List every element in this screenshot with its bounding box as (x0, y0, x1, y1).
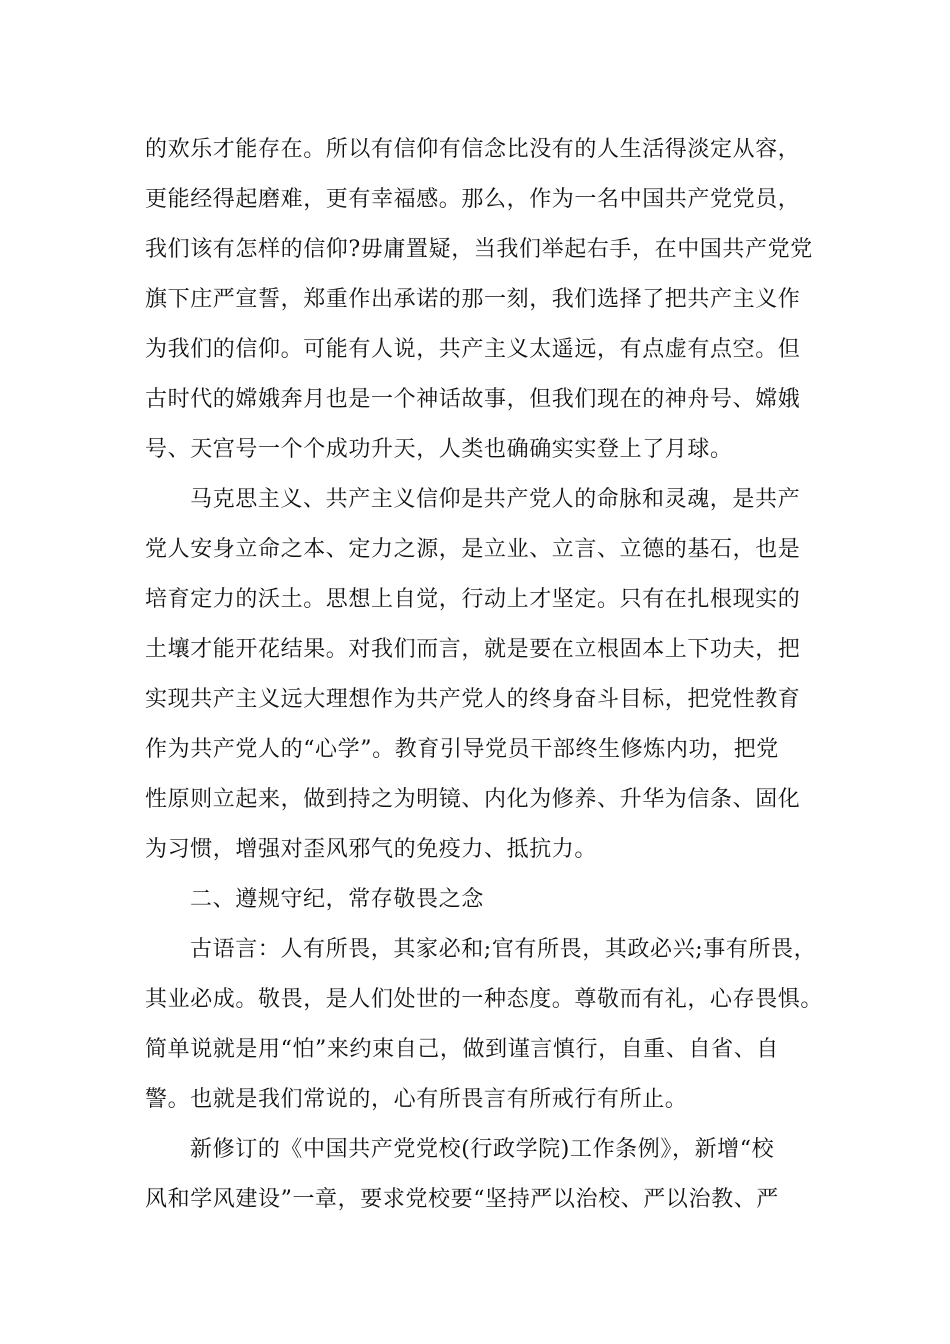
text-line: 作为共产党人的“心学”。教育引导党员干部终生修炼内功，把党 (145, 737, 779, 762)
text-line: 其业必成。敬畏，是人们处世的一种态度。尊敬而有礼，心存畏惧。 (145, 987, 824, 1012)
text-line: 我们该有怎样的信仰?毋庸置疑，当我们举起右手，在中国共产党党 (145, 237, 813, 262)
text-line: 培育定力的沃土。思想上自觉，行动上才坚定。只有在扎根现实的 (145, 587, 801, 612)
text-line: 实现共产主义远大理想作为共产党人的终身奋斗目标，把党性教育 (145, 687, 801, 712)
text-line: 性原则立起来，做到持之为明镜、内化为修养、升华为信条、固化 (145, 787, 801, 812)
text-line: 新修订的《中国共产党党校(行政学院)工作条例》，新增“校 (190, 1137, 775, 1162)
text-line: 的欢乐才能存在。所以有信仰有信念比没有的人生活得淡定从容， (145, 137, 801, 162)
text-line: 马克思主义、共产主义信仰是共产党人的命脉和灵魂，是共产 (190, 487, 801, 512)
text-line: 土壤才能开花结果。对我们而言，就是要在立根固本上下功夫，把 (145, 637, 801, 662)
text-line: 党人安身立命之本、定力之源，是立业、立言、立德的基石，也是 (145, 537, 801, 562)
text-line: 简单说就是用“怕”来约束自己，做到谨言慎行，自重、自省、自 (145, 1037, 779, 1062)
text-line: 古时代的嫦娥奔月也是一个神话故事，但我们现在的神舟号、嫦娥 (145, 387, 801, 412)
text-line: 古语言：人有所畏，其家必和;官有所畏，其政必兴;事有所畏， (190, 937, 817, 962)
text-line: 为我们的信仰。可能有人说，共产主义太遥远，有点虚有点空。但 (145, 337, 801, 362)
text-line: 为习惯，增强对歪风邪气的免疫力、抵抗力。 (145, 837, 598, 862)
text-line: 旗下庄严宣誓，郑重作出承诺的那一刻，我们选择了把共产主义作 (145, 287, 801, 312)
text-line: 警。也就是我们常说的，心有所畏言有所戒行有所止。 (145, 1087, 688, 1112)
text-line: 更能经得起磨难，更有幸福感。那么，作为一名中国共产党党员， (145, 187, 801, 212)
text-line: 号、天宫号一个个成功升天，人类也确确实实登上了月球。 (145, 437, 733, 462)
section-heading: 二、遵规守纪，常存敬畏之念 (190, 887, 484, 912)
text-line: 风和学风建设”一章，要求党校要“坚持严以治校、严以治教、严 (145, 1187, 779, 1212)
